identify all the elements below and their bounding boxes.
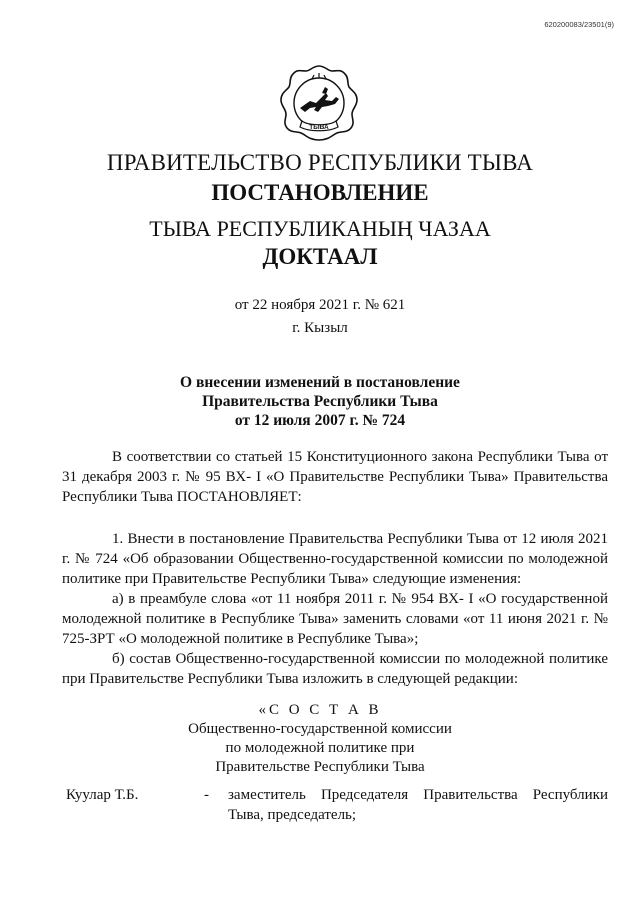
government-name-tyv: ТЫВА РЕСПУБЛИКАНЫҢ ЧАЗАА [149, 216, 491, 241]
composition-heading [0, 701, 640, 777]
composition-line-1: Общественно-государственной комиссии [188, 721, 452, 737]
government-name-ru: ПРАВИТЕЛЬСТВО РЕСПУБЛИКИ ТЫВА [106, 150, 534, 175]
emblem-label: ТЫВА [309, 124, 329, 131]
member-name: Куулар Т.Б. [66, 787, 139, 803]
subject-line-1: О внесении изменений в постановление [180, 374, 460, 391]
decree-items [62, 529, 608, 689]
member-role: заместитель Председателя Правительства Республики Тыва, председатель; [228, 787, 608, 823]
subject-line-3: от 12 июля 2007 г. № 724 [234, 412, 406, 429]
decree-title-ru: ПОСТАНОВЛЕНИЕ [211, 180, 429, 205]
composition-title: «С О С Т А В [258, 702, 382, 718]
composition-line-2: по молодежной политике при [225, 740, 415, 756]
subject-line-2: Правительства Республики Тыва [202, 393, 438, 410]
decree-title-tyv: ДОКТААЛ [262, 244, 378, 269]
composition-line-3: Правительстве Республики Тыва [215, 759, 425, 775]
decree-subject [0, 373, 640, 430]
item-1a: а) в преамбуле слова «от 11 ноября 2011 г. № 954 ВХ- I «О государственной молодежной политике в Республике Тыва» заменить словами «от 11 июня 2021 г. № 725-ЗРТ «О молодежной политике в Республике Тыва»; [62, 591, 608, 647]
decree-date: от 22 ноября 2021 г. № 621 [234, 297, 406, 313]
item-1b: б) состав Общественно-государственной комиссии по молодежной политике при Правительстве Республики Тыва изложить в следующей редакции: [62, 651, 608, 687]
preamble [62, 447, 608, 507]
item-1: 1. Внести в постановление Правительства Республики Тыва от 12 июля 2021 г. № 724 «Об образовании Общественно-государственной комиссии по молодежной политике при Правительстве Республики Тыва» следующие изменения: [62, 531, 608, 587]
preamble-text: В соответствии со статьей 15 Конституционного закона Республики Тыва от 31 декабря 2003 г. № 95 ВХ- I «О Правительстве Республики Тыва» Правительства Республики Тыва ПОСТАНОВЛЯЕТ: [62, 449, 608, 505]
document-number: 620200083/23501(9) [544, 20, 614, 29]
decree-city: г. Кызыл [292, 320, 348, 336]
tuva-emblem-icon [278, 63, 360, 143]
member-dash: - [204, 787, 209, 803]
